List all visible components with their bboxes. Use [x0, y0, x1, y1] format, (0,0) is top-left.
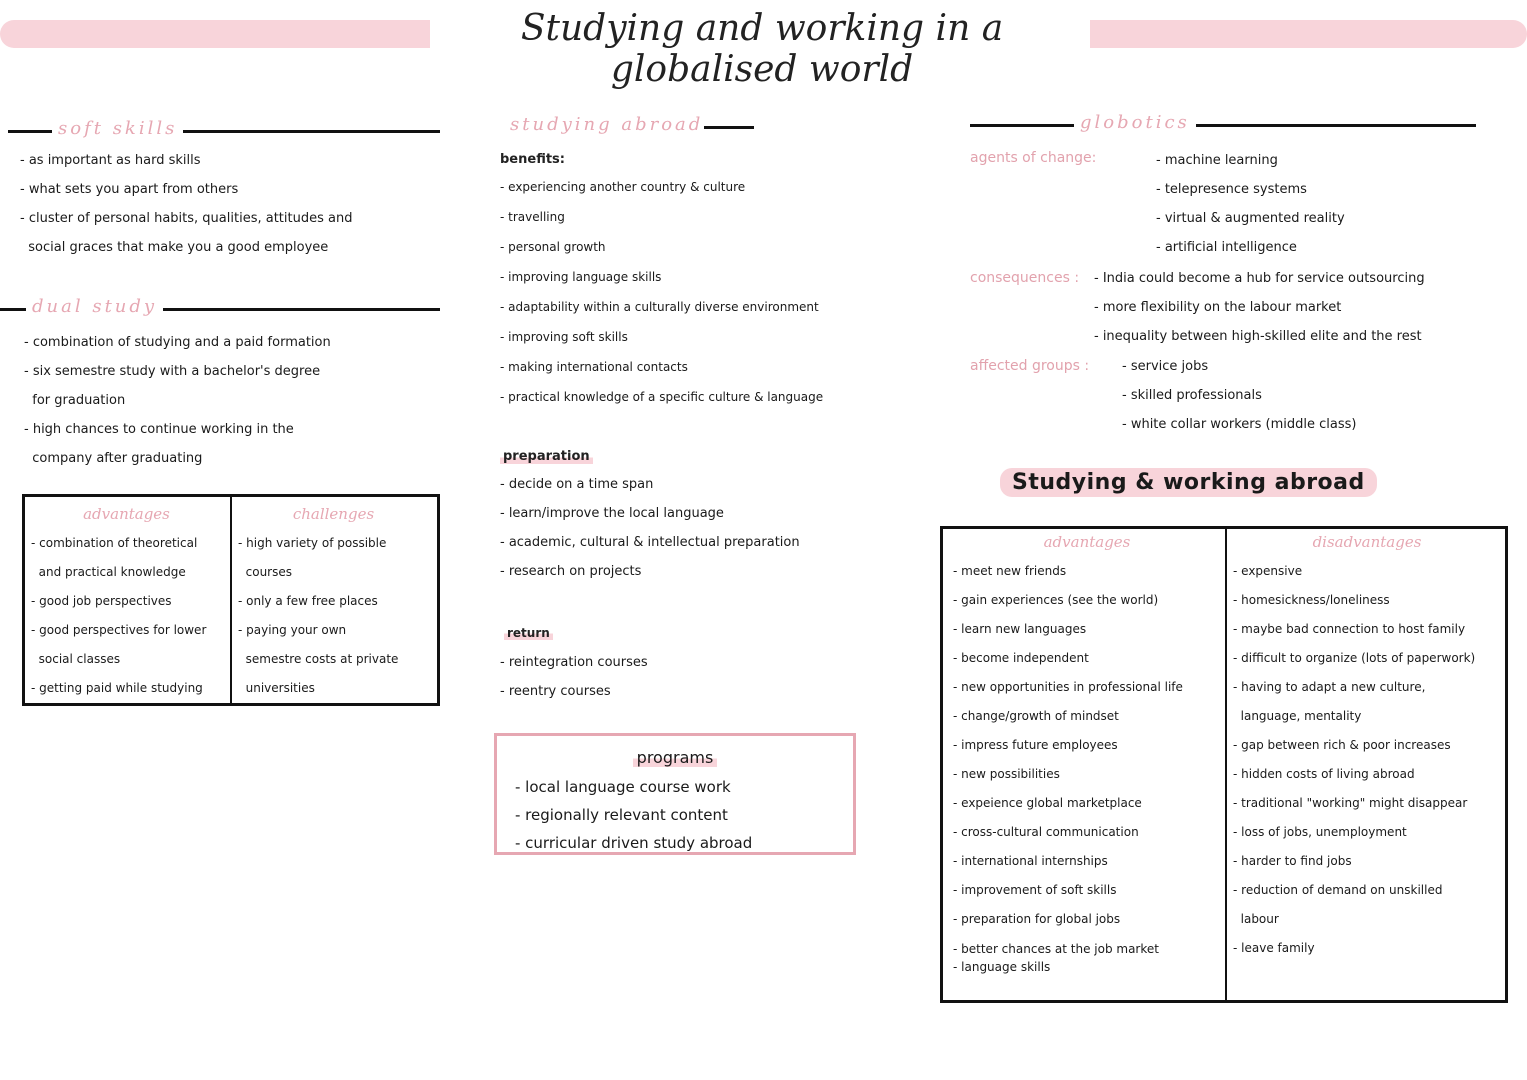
list-item: - improvement of soft skills: [953, 883, 1117, 897]
list-item: - meet new friends: [953, 564, 1067, 578]
heading-rule: [704, 126, 754, 129]
advantages-title: advantages: [83, 505, 170, 523]
list-item: - high chances to continue working in the: [24, 422, 294, 437]
list-item: - reintegration courses: [500, 655, 648, 670]
list-item: - homesickness/loneliness: [1233, 593, 1390, 607]
list-item: - practical knowledge of a specific culture & language: [500, 390, 824, 404]
list-item: - maybe bad connection to host family: [1233, 622, 1466, 636]
agents-row: [970, 150, 1096, 166]
preparation-title: preparation: [500, 449, 593, 464]
list-item: - difficult to organize (lots of paperwork): [1233, 651, 1476, 665]
challenges-column: [230, 497, 437, 703]
list-item: - combination of theoretical: [31, 536, 198, 550]
list-item: - reentry courses: [500, 684, 611, 699]
programs-title-text: programs: [633, 748, 718, 767]
list-item: - having to adapt a new culture,: [1233, 680, 1426, 694]
preparation-list: [500, 470, 800, 586]
list-item: - only a few free places: [238, 594, 378, 608]
globotics-label: globotics: [1074, 112, 1196, 133]
consequences-row: [970, 270, 1079, 286]
heading-rule: [970, 124, 1476, 127]
list-item: - as important as hard skills: [20, 153, 201, 168]
list-item: semestre costs at private: [238, 652, 399, 666]
list-item: - travelling: [500, 210, 565, 224]
list-item: - change/growth of mindset: [953, 709, 1119, 723]
abroad-table: [940, 526, 1508, 1003]
affected-list: [1122, 352, 1356, 439]
list-item: - making international contacts: [500, 360, 688, 374]
list-item: - personal growth: [500, 240, 606, 254]
return-title: return: [504, 626, 553, 640]
list-item: - become independent: [953, 651, 1089, 665]
list-item: - more flexibility on the labour market: [1094, 300, 1342, 315]
list-item: - expensive: [1233, 564, 1303, 578]
advantages-column: [25, 497, 230, 703]
list-item: company after graduating: [24, 451, 203, 466]
list-item: labour: [1233, 912, 1279, 926]
list-item: - service jobs: [1122, 359, 1209, 374]
abroad-disadvantages-column: [1225, 529, 1505, 1000]
list-item: - artificial intelligence: [1156, 240, 1297, 255]
list-item: - combination of studying and a paid formation: [24, 335, 331, 350]
affected-row: [970, 358, 1089, 374]
list-item: - inequality between high-skilled elite and the rest: [1094, 329, 1422, 344]
abroad-advantages-column: [943, 529, 1225, 1000]
return-list: [500, 648, 648, 706]
list-item: - new possibilities: [953, 767, 1060, 781]
list-item: - improving language skills: [500, 270, 662, 284]
list-item: - good perspectives for lower: [31, 623, 207, 637]
dual-study-heading: [0, 296, 440, 320]
abroad-advantages-title: advantages: [1043, 533, 1131, 551]
dual-study-list: [24, 328, 331, 473]
globotics-heading: [970, 112, 1476, 136]
soft-skills-label: soft skills: [52, 118, 183, 139]
list-item: - improving soft skills: [500, 330, 628, 344]
list-item: - decide on a time span: [500, 477, 654, 492]
list-item: - traditional "working" might disappear: [1233, 796, 1468, 810]
benefits-title: benefits:: [500, 152, 565, 167]
list-item: - reduction of demand on unskilled: [1233, 883, 1443, 897]
affected-label: affected groups :: [970, 358, 1090, 374]
agents-list: [1156, 146, 1345, 262]
list-item: - leave family: [1233, 941, 1315, 955]
consequences-label: consequences :: [970, 270, 1080, 286]
list-item: - adaptability within a culturally diverse environment: [500, 300, 819, 314]
soft-skills-list: [20, 146, 352, 262]
list-item: - preparation for global jobs: [953, 912, 1121, 926]
list-item: - better chances at the job market: [953, 942, 1159, 956]
list-item: - impress future employees: [953, 738, 1118, 752]
list-item: - virtual & augmented reality: [1156, 211, 1345, 226]
list-item: - research on projects: [500, 564, 642, 579]
soft-skills-heading: [8, 118, 440, 142]
page-title: Studying and working in a globalised world: [520, 8, 1004, 90]
programs-box: [494, 733, 856, 855]
list-item: - high variety of possible: [238, 536, 387, 550]
list-item: - hidden costs of living abroad: [1233, 767, 1415, 781]
abroad-disadvantages-title: disadvantages: [1312, 533, 1422, 551]
list-item: - white collar workers (middle class): [1122, 417, 1357, 432]
list-item: universities: [238, 681, 315, 695]
studying-abroad-heading: [504, 114, 896, 138]
abroad-heading: Studying & working abroad: [1000, 468, 1377, 497]
list-item: - loss of jobs, unemployment: [1233, 825, 1407, 839]
list-item: social graces that make you a good employee: [20, 240, 329, 255]
list-item: - getting paid while studying: [31, 681, 203, 695]
dual-study-label: dual study: [26, 296, 163, 317]
list-item: - gap between rich & poor increases: [1233, 738, 1451, 752]
list-item: - learn new languages: [953, 622, 1087, 636]
list-item: - good job perspectives: [31, 594, 172, 608]
list-item: - local language course work: [515, 778, 731, 796]
benefits-list: [500, 172, 823, 412]
list-item: - new opportunities in professional life: [953, 680, 1183, 694]
list-item: - curricular driven study abroad: [515, 834, 753, 852]
list-item: - regionally relevant content: [515, 806, 728, 824]
studying-abroad-label: studying abroad: [510, 114, 704, 135]
list-item: - international internships: [953, 854, 1108, 868]
list-item: - cluster of personal habits, qualities, attitudes and: [20, 211, 353, 226]
list-item: and practical knowledge: [31, 565, 186, 579]
list-item: social classes: [31, 652, 121, 666]
consequences-list: [1094, 264, 1425, 351]
challenges-title: challenges: [292, 505, 375, 523]
dual-study-table: [22, 494, 440, 706]
list-item: courses: [238, 565, 292, 579]
list-item: - India could become a hub for service outsourcing: [1094, 271, 1425, 286]
list-item: - telepresence systems: [1156, 182, 1307, 197]
list-item: for graduation: [24, 393, 126, 408]
agents-label: agents of change:: [970, 150, 1097, 166]
list-item: - experiencing another country & culture: [500, 180, 746, 194]
list-item: - six semestre study with a bachelor's degree: [24, 364, 321, 379]
list-item: - language skills: [953, 960, 1051, 974]
list-item: - machine learning: [1156, 153, 1278, 168]
list-item: language, mentality: [1233, 709, 1362, 723]
list-item: - harder to find jobs: [1233, 854, 1352, 868]
programs-title: [515, 748, 835, 767]
list-item: - academic, cultural & intellectual preparation: [500, 535, 800, 550]
list-item: - skilled professionals: [1122, 388, 1262, 403]
list-item: - cross-cultural communication: [953, 825, 1139, 839]
list-item: - expeience global marketplace: [953, 796, 1142, 810]
list-item: - paying your own: [238, 623, 347, 637]
list-item: - gain experiences (see the world): [953, 593, 1159, 607]
list-item: - learn/improve the local language: [500, 506, 724, 521]
list-item: - what sets you apart from others: [20, 182, 239, 197]
